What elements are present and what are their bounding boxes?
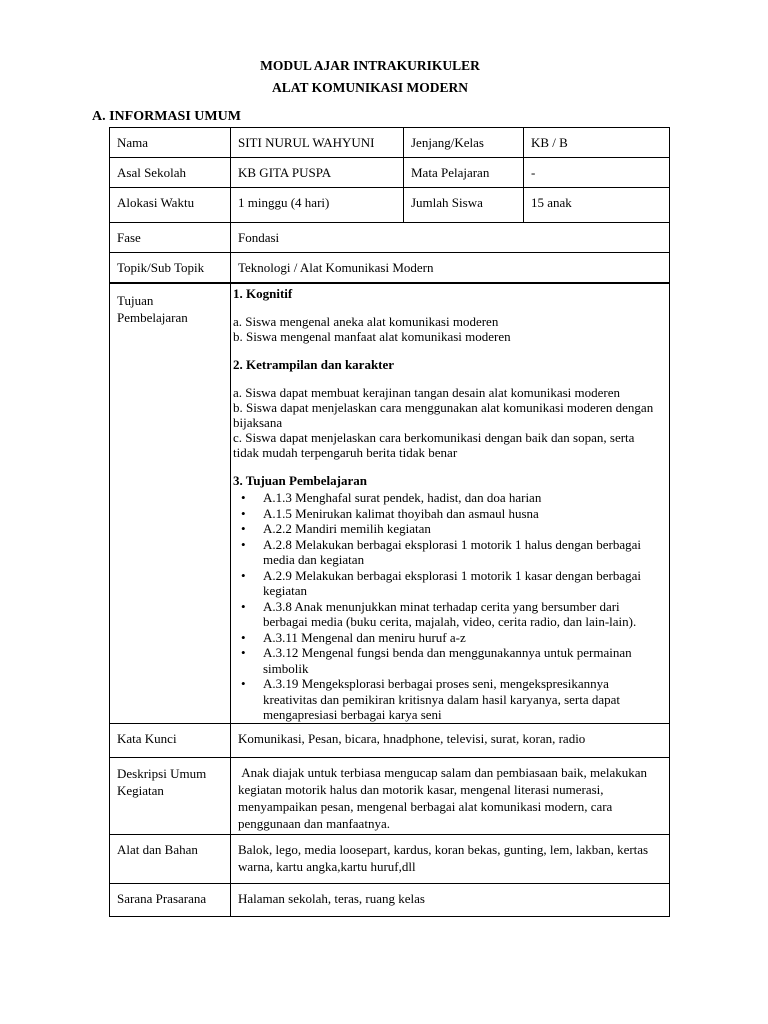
jumlah-siswa-value: 15 anak bbox=[524, 188, 670, 223]
fase-label: Fase bbox=[110, 223, 231, 253]
table-row bbox=[110, 883, 670, 916]
section-heading: A. INFORMASI UMUM bbox=[92, 109, 241, 124]
list-item: • A.3.12 Mengenal fungsi benda dan menggunakannya untuk permainan simbolik bbox=[263, 645, 662, 676]
table-row bbox=[110, 158, 670, 188]
table-row bbox=[110, 834, 670, 883]
table-row bbox=[110, 723, 670, 757]
alokasi-waktu-value: 1 minggu (4 hari) bbox=[231, 188, 404, 223]
list-item: • A.2.2 Mandiri memilih kegiatan bbox=[263, 521, 662, 537]
informasi-umum-table bbox=[109, 127, 670, 917]
tujuan-pembelajaran-heading: 3. Tujuan Pembelajaran bbox=[233, 473, 367, 488]
tujuan-label bbox=[110, 283, 231, 723]
kognitif-item: a. Siswa mengenal aneka alat komunikasi moderen bbox=[233, 314, 499, 329]
sarana-prasarana-value: Halaman sekolah, teras, ruang kelas bbox=[231, 883, 670, 916]
nama-label: Nama bbox=[110, 128, 231, 158]
deskripsi-label-line1: Deskripsi Umum bbox=[117, 765, 207, 781]
alat-bahan-label: Alat dan Bahan bbox=[110, 834, 231, 883]
tujuan-label-line2: Pembelajaran bbox=[117, 310, 188, 325]
document-title: MODUL AJAR INTRAKURIKULER bbox=[260, 58, 480, 73]
alat-bahan-value: Balok, lego, media loosepart, kardus, koran bekas, gunting, lem, lakban, kertas warna, kartu angka,kartu huruf,dll bbox=[231, 834, 670, 883]
sarana-prasarana-label: Sarana Prasarana bbox=[110, 883, 231, 916]
list-item: • A.1.5 Menirukan kalimat thoyibah dan asmaul husna bbox=[263, 506, 662, 522]
table-row bbox=[110, 757, 670, 834]
list-item: • A.3.11 Mengenal dan meniru huruf a-z bbox=[263, 630, 662, 646]
table-row bbox=[110, 283, 670, 723]
deskripsi-label bbox=[110, 757, 231, 834]
deskripsi-value: Anak diajak untuk terbiasa mengucap salam dan pembiasaan baik, melakukan kegiatan motorik halus dan motorik kasar, mengenal literasi numerasi, menyampaikan pesan, mengenal berbagai alat komunikasi modern, cara penggunaan dan manfaatnya. bbox=[231, 757, 670, 834]
ketrampilan-heading: 2. Ketrampilan dan karakter bbox=[233, 357, 395, 372]
ketrampilan-item: b. Siswa dapat menjelaskan cara menggunakan alat komunikasi moderen dengan bijaksana bbox=[233, 400, 654, 430]
tujuan-content bbox=[231, 283, 670, 723]
alokasi-waktu-label: Alokasi Waktu bbox=[110, 188, 231, 223]
ketrampilan-item: a. Siswa dapat membuat kerajinan tangan desain alat komunikasi moderen bbox=[233, 385, 620, 400]
table-row bbox=[110, 223, 670, 253]
kognitif-item: b. Siswa mengenal manfaat alat komunikasi moderen bbox=[233, 329, 511, 344]
document-subtitle: ALAT KOMUNIKASI MODERN bbox=[271, 80, 468, 95]
list-item: • A.3.19 Mengeksplorasi berbagai proses seni, mengekspresikannya kreativitas dan pemikiran kritisnya dalam hasil karyanya, serta dapat mengapresiasi berbagai karya seni bbox=[263, 676, 662, 723]
kognitif-heading: 1. Kognitif bbox=[233, 286, 293, 301]
jenjang-value: KB / B bbox=[524, 128, 670, 158]
jumlah-siswa-label: Jumlah Siswa bbox=[404, 188, 524, 223]
asal-sekolah-label: Asal Sekolah bbox=[110, 158, 231, 188]
fase-value: Fondasi bbox=[231, 223, 670, 253]
list-item: • A.3.8 Anak menunjukkan minat terhadap cerita yang bersumber dari berbagai media (buku cerita, majalah, video, cerita radio, dan lain-lain). bbox=[263, 599, 662, 630]
table-row bbox=[110, 188, 670, 223]
table-row bbox=[110, 128, 670, 158]
list-item: • A.1.3 Menghafal surat pendek, hadist, dan doa harian bbox=[263, 490, 662, 506]
jenjang-label: Jenjang/Kelas bbox=[404, 128, 524, 158]
table-row bbox=[110, 253, 670, 284]
topik-label: Topik/Sub Topik bbox=[110, 253, 231, 284]
tujuan-label-line1: Tujuan bbox=[117, 293, 154, 308]
mata-pelajaran-value: - bbox=[524, 158, 670, 188]
kata-kunci-label: Kata Kunci bbox=[110, 723, 231, 757]
deskripsi-label-line2: Kegiatan bbox=[117, 782, 164, 798]
tujuan-pembelajaran-list bbox=[233, 490, 662, 723]
asal-sekolah-value: KB GITA PUSPA bbox=[231, 158, 404, 188]
kata-kunci-value: Komunikasi, Pesan, bicara, hnadphone, televisi, surat, koran, radio bbox=[231, 723, 670, 757]
nama-value: SITI NURUL WAHYUNI bbox=[231, 128, 404, 158]
list-item: • A.2.9 Melakukan berbagai eksplorasi 1 motorik 1 kasar dengan berbagai kegiatan bbox=[263, 568, 662, 599]
list-item: • A.2.8 Melakukan berbagai eksplorasi 1 motorik 1 halus dengan berbagai media dan kegiatan bbox=[263, 537, 662, 568]
topik-value: Teknologi / Alat Komunikasi Modern bbox=[231, 253, 670, 284]
ketrampilan-item: c. Siswa dapat menjelaskan cara berkomunikasi dengan baik dan sopan, serta tidak mudah terpengaruh berita tidak benar bbox=[233, 430, 635, 460]
mata-pelajaran-label: Mata Pelajaran bbox=[404, 158, 524, 188]
